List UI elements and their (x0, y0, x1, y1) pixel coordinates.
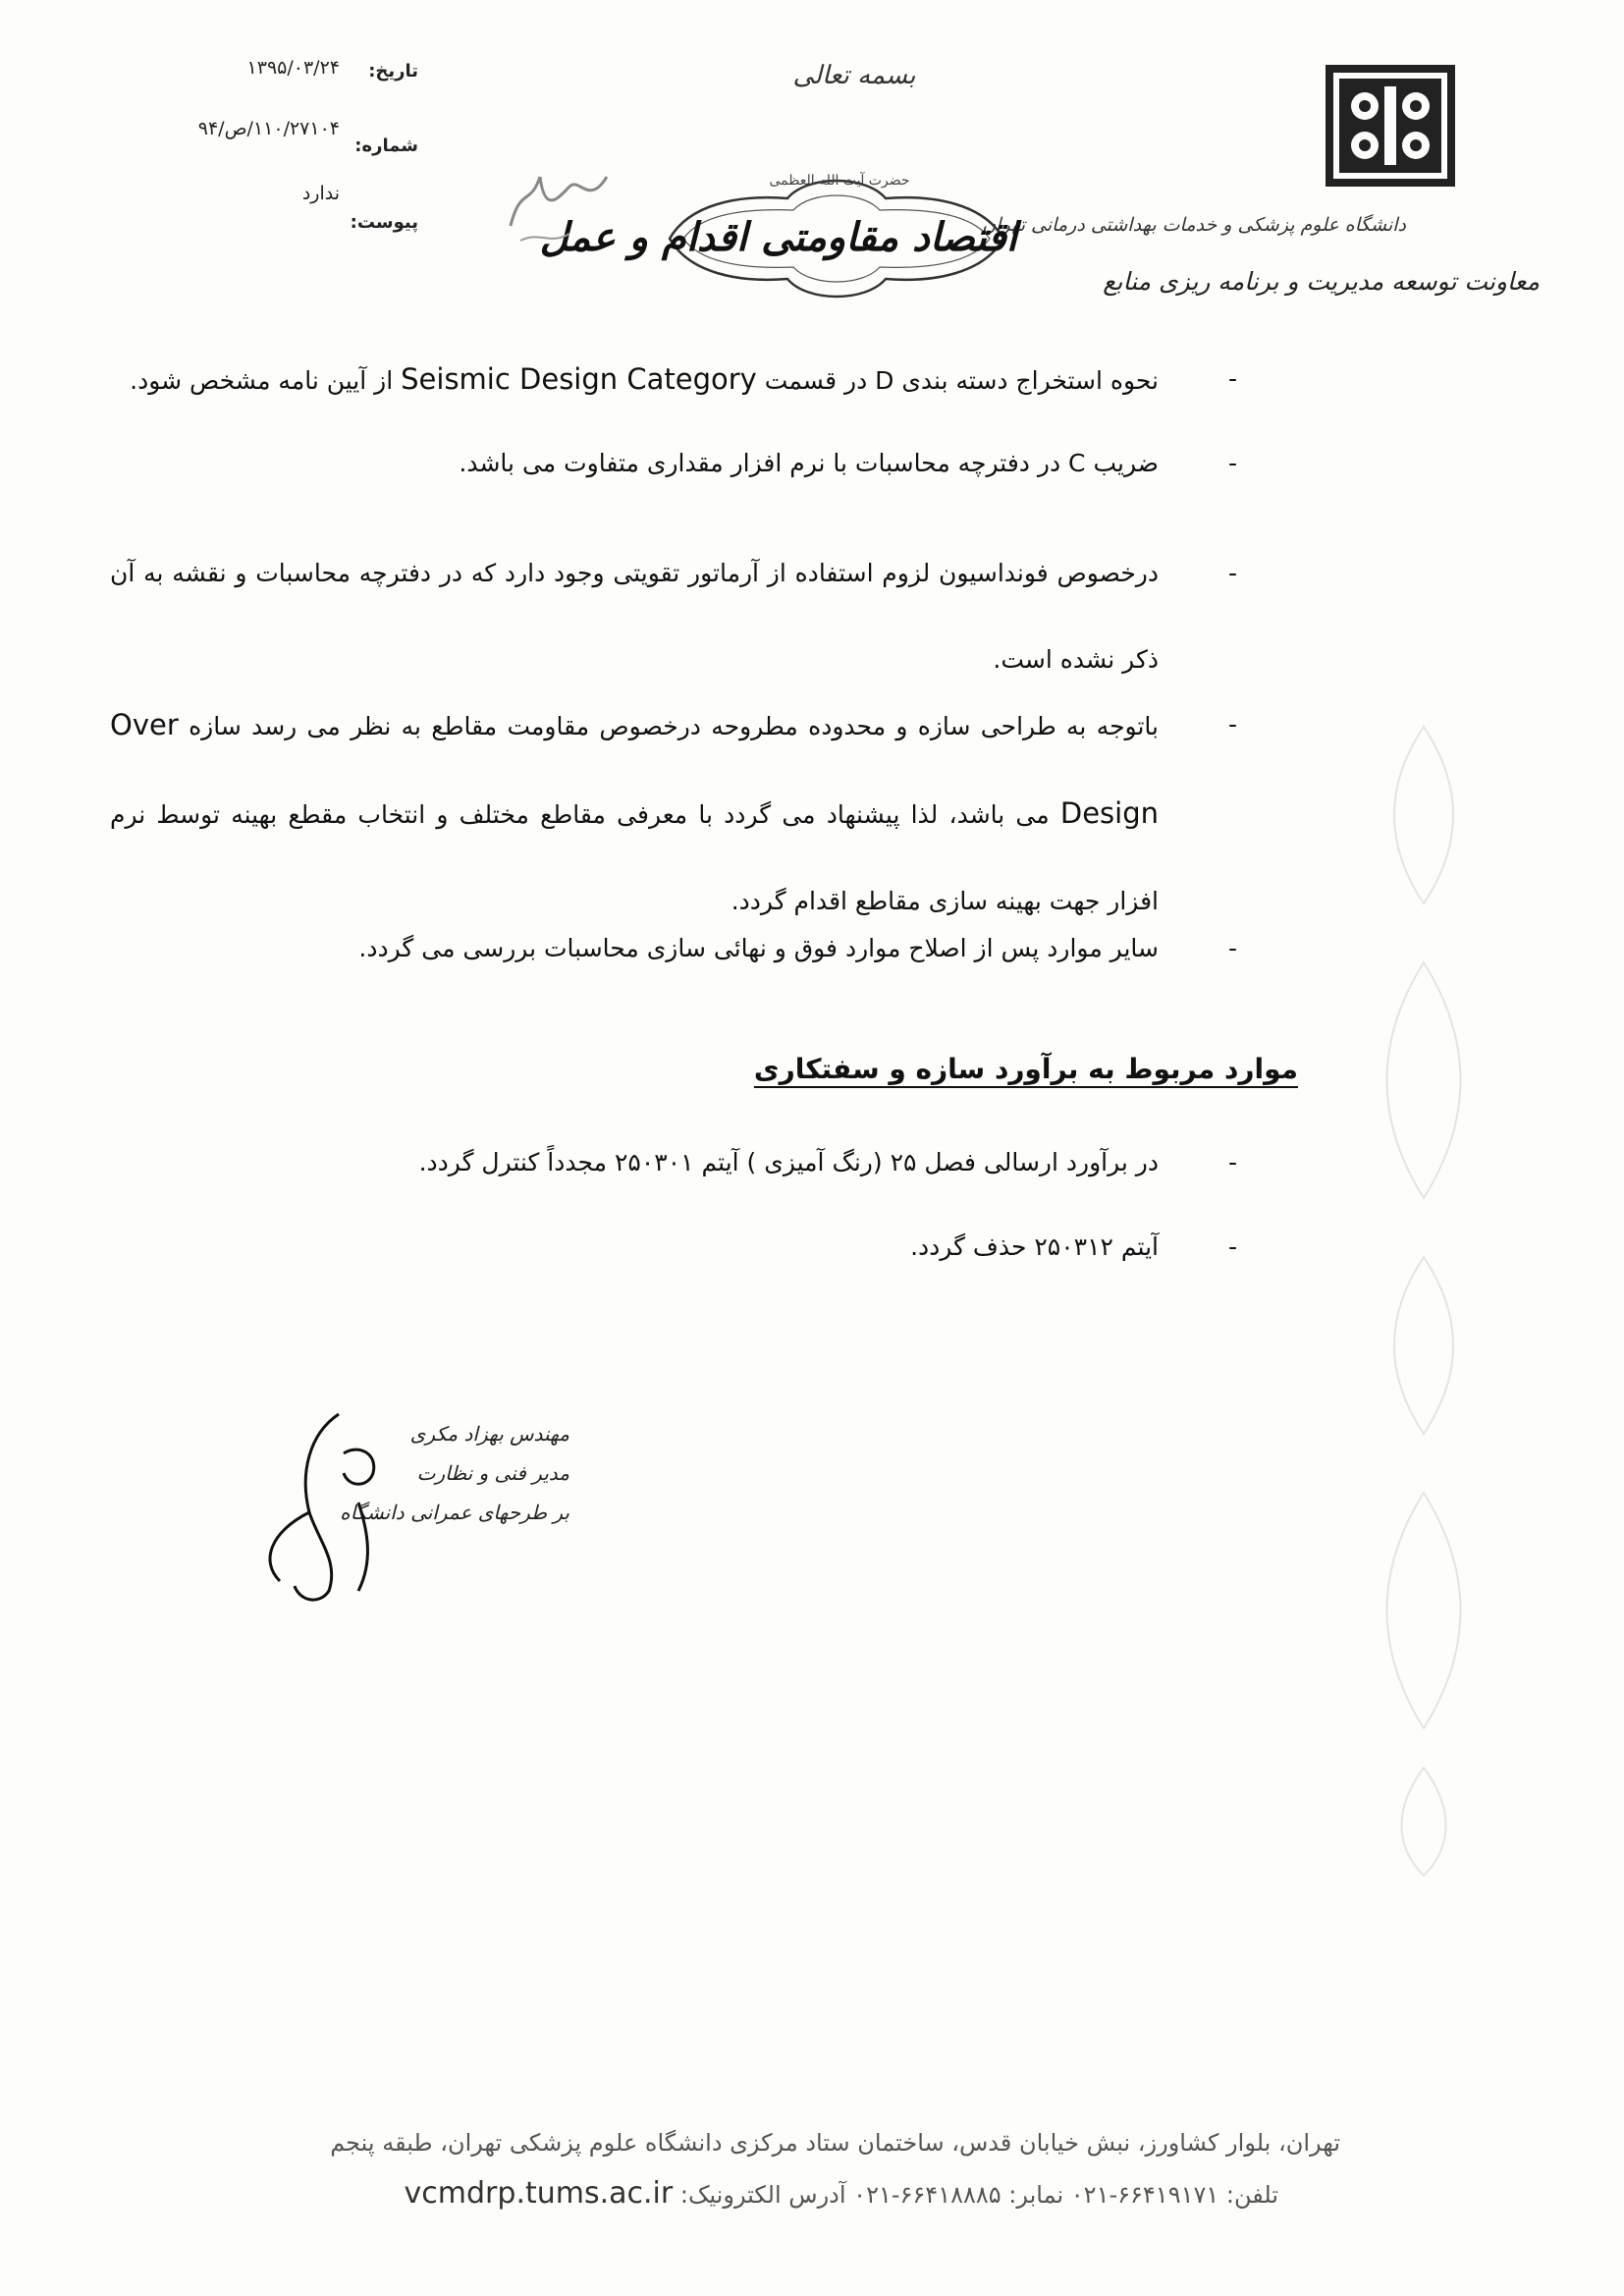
bullet-text: می باشد، لذا پیشنهاد می گردد با معرفی مقاطع مختلف و انتخاب مقطع بهینه توسط نرم افزار جهت بهینه سازی مقاطع اقدام گردد. (110, 800, 1159, 915)
signer-name: مهندس بهزاد مکری (409, 1422, 569, 1446)
footer-address: تهران، بلوار کشاورز، نبش خیابان قدس، ساختمان ستاد مرکزی دانشگاه علوم پزشکی تهران، طبقه پنجم (330, 2129, 1340, 2157)
bullet-item (110, 1143, 1237, 1182)
motto-text: اقتصاد مقاومتی اقدام و عمل (539, 214, 1017, 260)
bullet-dash: - (1227, 559, 1237, 587)
bullet-text: در برآورد ارسالی فصل ۲۵ (رنگ آمیزی ) آیتم ۲۵۰۳۰۱ مجدداً کنترل گردد. (418, 1148, 1159, 1176)
signature-icon (250, 1394, 407, 1611)
bullet-text: باتوجه به طراحی سازه و محدوده مطروحه درخصوص مقاومت مقاطع به نظر می رسد سازه (178, 712, 1159, 740)
bullet-dash: - (1227, 449, 1237, 477)
bullet-english-term: Over Design (110, 708, 1159, 830)
attachment-value: ندارد (301, 183, 340, 204)
bullet-item (110, 444, 1237, 483)
signer-department: بر طرحهای عمرانی دانشگاه (340, 1501, 569, 1524)
bullet-item (110, 359, 1237, 401)
deputy-name: معاونت توسعه مدیریت و برنامه ریزی منابع (1103, 267, 1540, 296)
section-heading: موارد مربوط به برآورد سازه و سفتکاری (753, 1053, 1298, 1085)
bullet-dash: - (1227, 1232, 1237, 1261)
bullet-english-term: Seismic Design Category (401, 362, 757, 396)
attachment-label: پیوست: (350, 212, 418, 233)
footer-website-link[interactable]: vcmdrp.tums.ac.ir (404, 2176, 674, 2211)
decorative-ornament (1365, 707, 1483, 1886)
bullet-text: آیتم ۲۵۰۳۱۲ حذف گردد. (910, 1232, 1159, 1261)
university-name: دانشگاه علوم پزشکی و خدمات بهداشتی درمانی تهران (982, 214, 1406, 236)
bullet-item (110, 682, 1237, 945)
footer-phone-fax: تلفن: ۶۶۴۱۹۱۷۱-۰۲۱ نمابر: ۶۶۴۱۸۸۸۵-۰۲۱ آدرس الکترونیک: (673, 2181, 1278, 2209)
bullet-dash: - (1227, 934, 1237, 962)
number-value: ۱۱۰/۲۷۱۰۴/ص/۹۴ (197, 118, 340, 139)
date-label: تاریخ: (368, 61, 418, 82)
bullet-dash: - (1227, 710, 1237, 738)
bullet-item (110, 530, 1237, 703)
bullet-item (110, 929, 1237, 968)
bullet-text: درخصوص فونداسیون لزوم استفاده از آرماتور تقویتی وجود دارد که در دفترچه محاسبات و نقشه به آن ذکر نشده است. (110, 559, 1159, 674)
bullet-text: از آیین نامه مشخص شود. (130, 366, 402, 395)
bullet-text: نحوه استخراج دسته بندی D در قسمت (756, 366, 1159, 395)
bullet-dash: - (1227, 1148, 1237, 1176)
bullet-text: سایر موارد پس از اصلاح موارد فوق و نهائی سازی محاسبات بررسی می گردد. (358, 934, 1159, 962)
university-emblem-icon (1324, 63, 1457, 189)
number-label: شماره: (354, 136, 418, 156)
bullet-dash: - (1227, 364, 1237, 393)
bullet-text: ضریب C در دفترچه محاسبات با نرم افزار مقداری متفاوت می باشد. (459, 449, 1159, 477)
bullet-item (110, 1228, 1237, 1267)
signer-title: مدیر فنی و نظارت (416, 1461, 569, 1485)
footer-contact (226, 2176, 1278, 2211)
bismillah: بسمه تعالی (792, 61, 916, 90)
date-value: ۱۳۹۵/۰۳/۲۴ (246, 57, 340, 79)
handwritten-mark (491, 147, 619, 255)
motto-caption: حضرت آیت الله العظمی (769, 173, 910, 189)
